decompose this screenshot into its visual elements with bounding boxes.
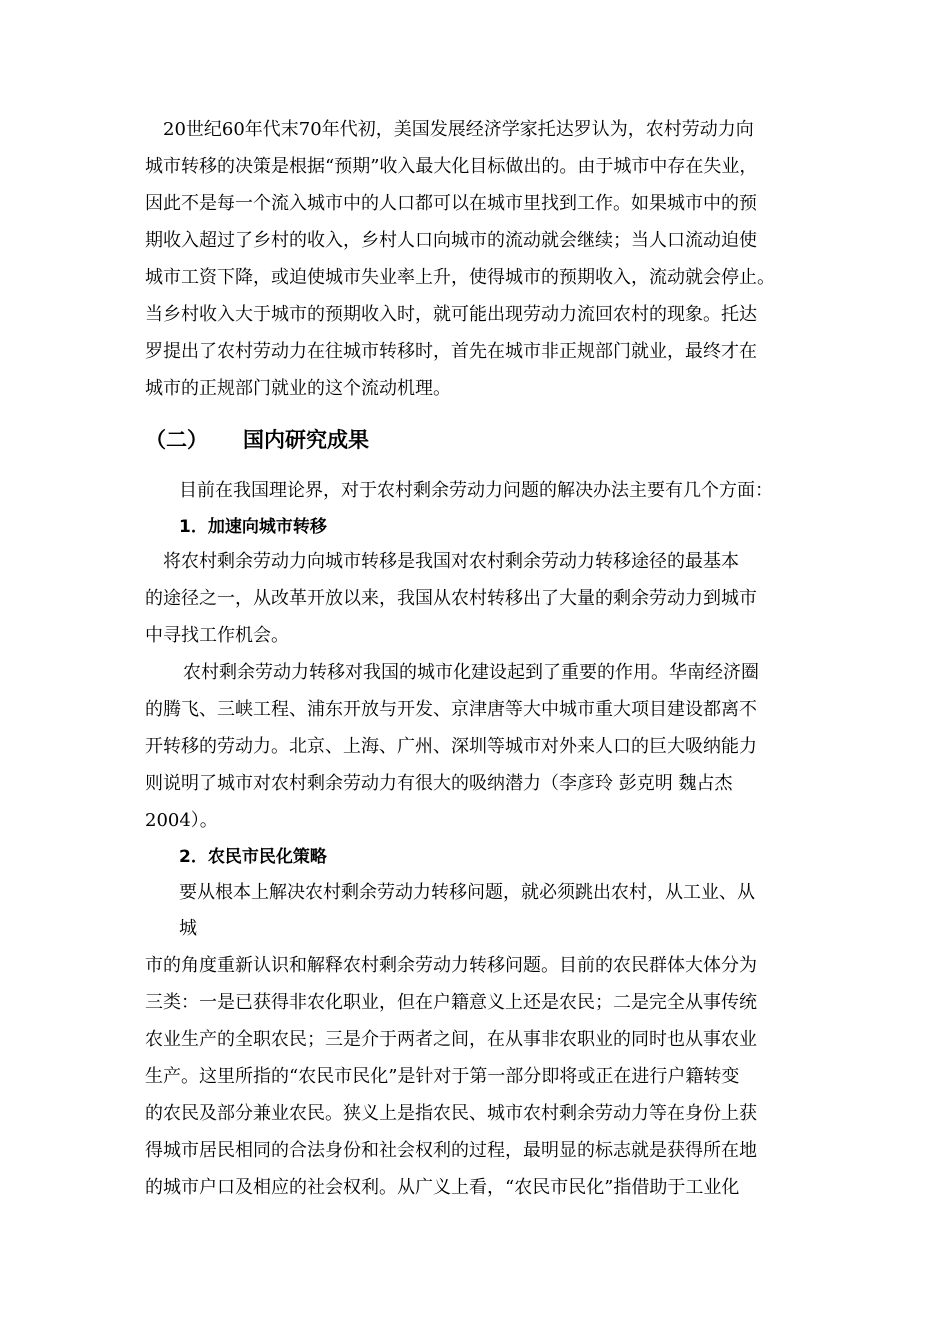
section-heading — [145, 426, 369, 454]
text-line: 农业生产的全职农民；三是介于两者之间，在从事非农职业的同时也从事农业 — [145, 1029, 757, 1050]
text-line: 则说明了城市对农村剩余劳动力有很大的吸纳潜力（李彦玲 彭克明 魏占杰 — [145, 773, 733, 794]
text-line: 目前在我国理论界，对于农村剩余劳动力问题的解决办法主要有几个方面： — [179, 480, 773, 501]
subsection-heading: 1．加速向城市转移 — [179, 517, 327, 537]
section-number: （二） — [145, 428, 208, 452]
text-line: 因此不是每一个流入城市中的人口都可以在城市里找到工作。如果城市中的预 — [145, 193, 757, 214]
text-line: 的农民及部分兼业农民。狭义上是指农民、城市农村剩余劳动力等在身份上获 — [145, 1103, 757, 1124]
text-line: 农村剩余劳动力转移对我国的城市化建设起到了重要的作用。华南经济圈 — [183, 662, 759, 683]
subsection-heading: 2．农民市民化策略 — [179, 847, 327, 867]
text-line: 罗提出了农村劳动力在往城市转移时，首先在城市非正规部门就业，最终才在 — [145, 341, 757, 362]
text-line: 开转移的劳动力。北京、上海、广州、深圳等城市对外来人口的巨大吸纳能力 — [145, 736, 757, 757]
text-line: 要从根本上解决农村剩余劳动力转移问题，就必须跳出农村，从工业、从 — [179, 882, 755, 903]
text-line: 20世纪60年代末70年代初，美国发展经济学家托达罗认为，农村劳动力向 — [163, 119, 754, 140]
text-line: 将农村剩余劳动力向城市转移是我国对农村剩余劳动力转移途径的最基本 — [163, 551, 739, 572]
text-line: 期收入超过了乡村的收入，乡村人口向城市的流动就会继续；当人口流动迫使 — [145, 230, 757, 251]
text-line: 中寻找工作机会。 — [145, 625, 289, 646]
text-line: 城市转移的决策是根据“预期”收入最大化目标做出的。由于城市中存在失业， — [145, 156, 758, 177]
text-line: 城市的正规部门就业的这个流动机理。 — [145, 378, 451, 399]
text-line: 2004）。 — [145, 810, 218, 831]
text-line: 的途径之一，从改革开放以来，我国从农村转移出了大量的剩余劳动力到城市 — [145, 588, 757, 609]
text-line: 当乡村收入大于城市的预期收入时，就可能出现劳动力流回农村的现象。托达 — [145, 304, 757, 325]
text-line: 城市工资下降，或迫使城市失业率上升，使得城市的预期收入，流动就会停止。 — [145, 267, 775, 288]
section-title: 国内研究成果 — [243, 428, 369, 452]
text-line: 市的角度重新认识和解释农村剩余劳动力转移问题。目前的农民群体大体分为 — [145, 955, 757, 976]
text-line: 三类：一是已获得非农化职业，但在户籍意义上还是农民；二是完全从事传统 — [145, 992, 757, 1013]
text-line: 城 — [179, 918, 197, 939]
text-line: 的城市户口及相应的社会权利。从广义上看，“农民市民化”指借助于工业化 — [145, 1177, 740, 1198]
text-line: 得城市居民相同的合法身份和社会权利的过程，最明显的标志就是获得所在地 — [145, 1140, 757, 1161]
text-line: 的腾飞、三峡工程、浦东开放与开发、京津唐等大中城市重大项目建设都离不 — [145, 699, 757, 720]
text-line: 生产。这里所指的“农民市民化”是针对于第一部分即将或正在进行户籍转变 — [145, 1066, 740, 1087]
